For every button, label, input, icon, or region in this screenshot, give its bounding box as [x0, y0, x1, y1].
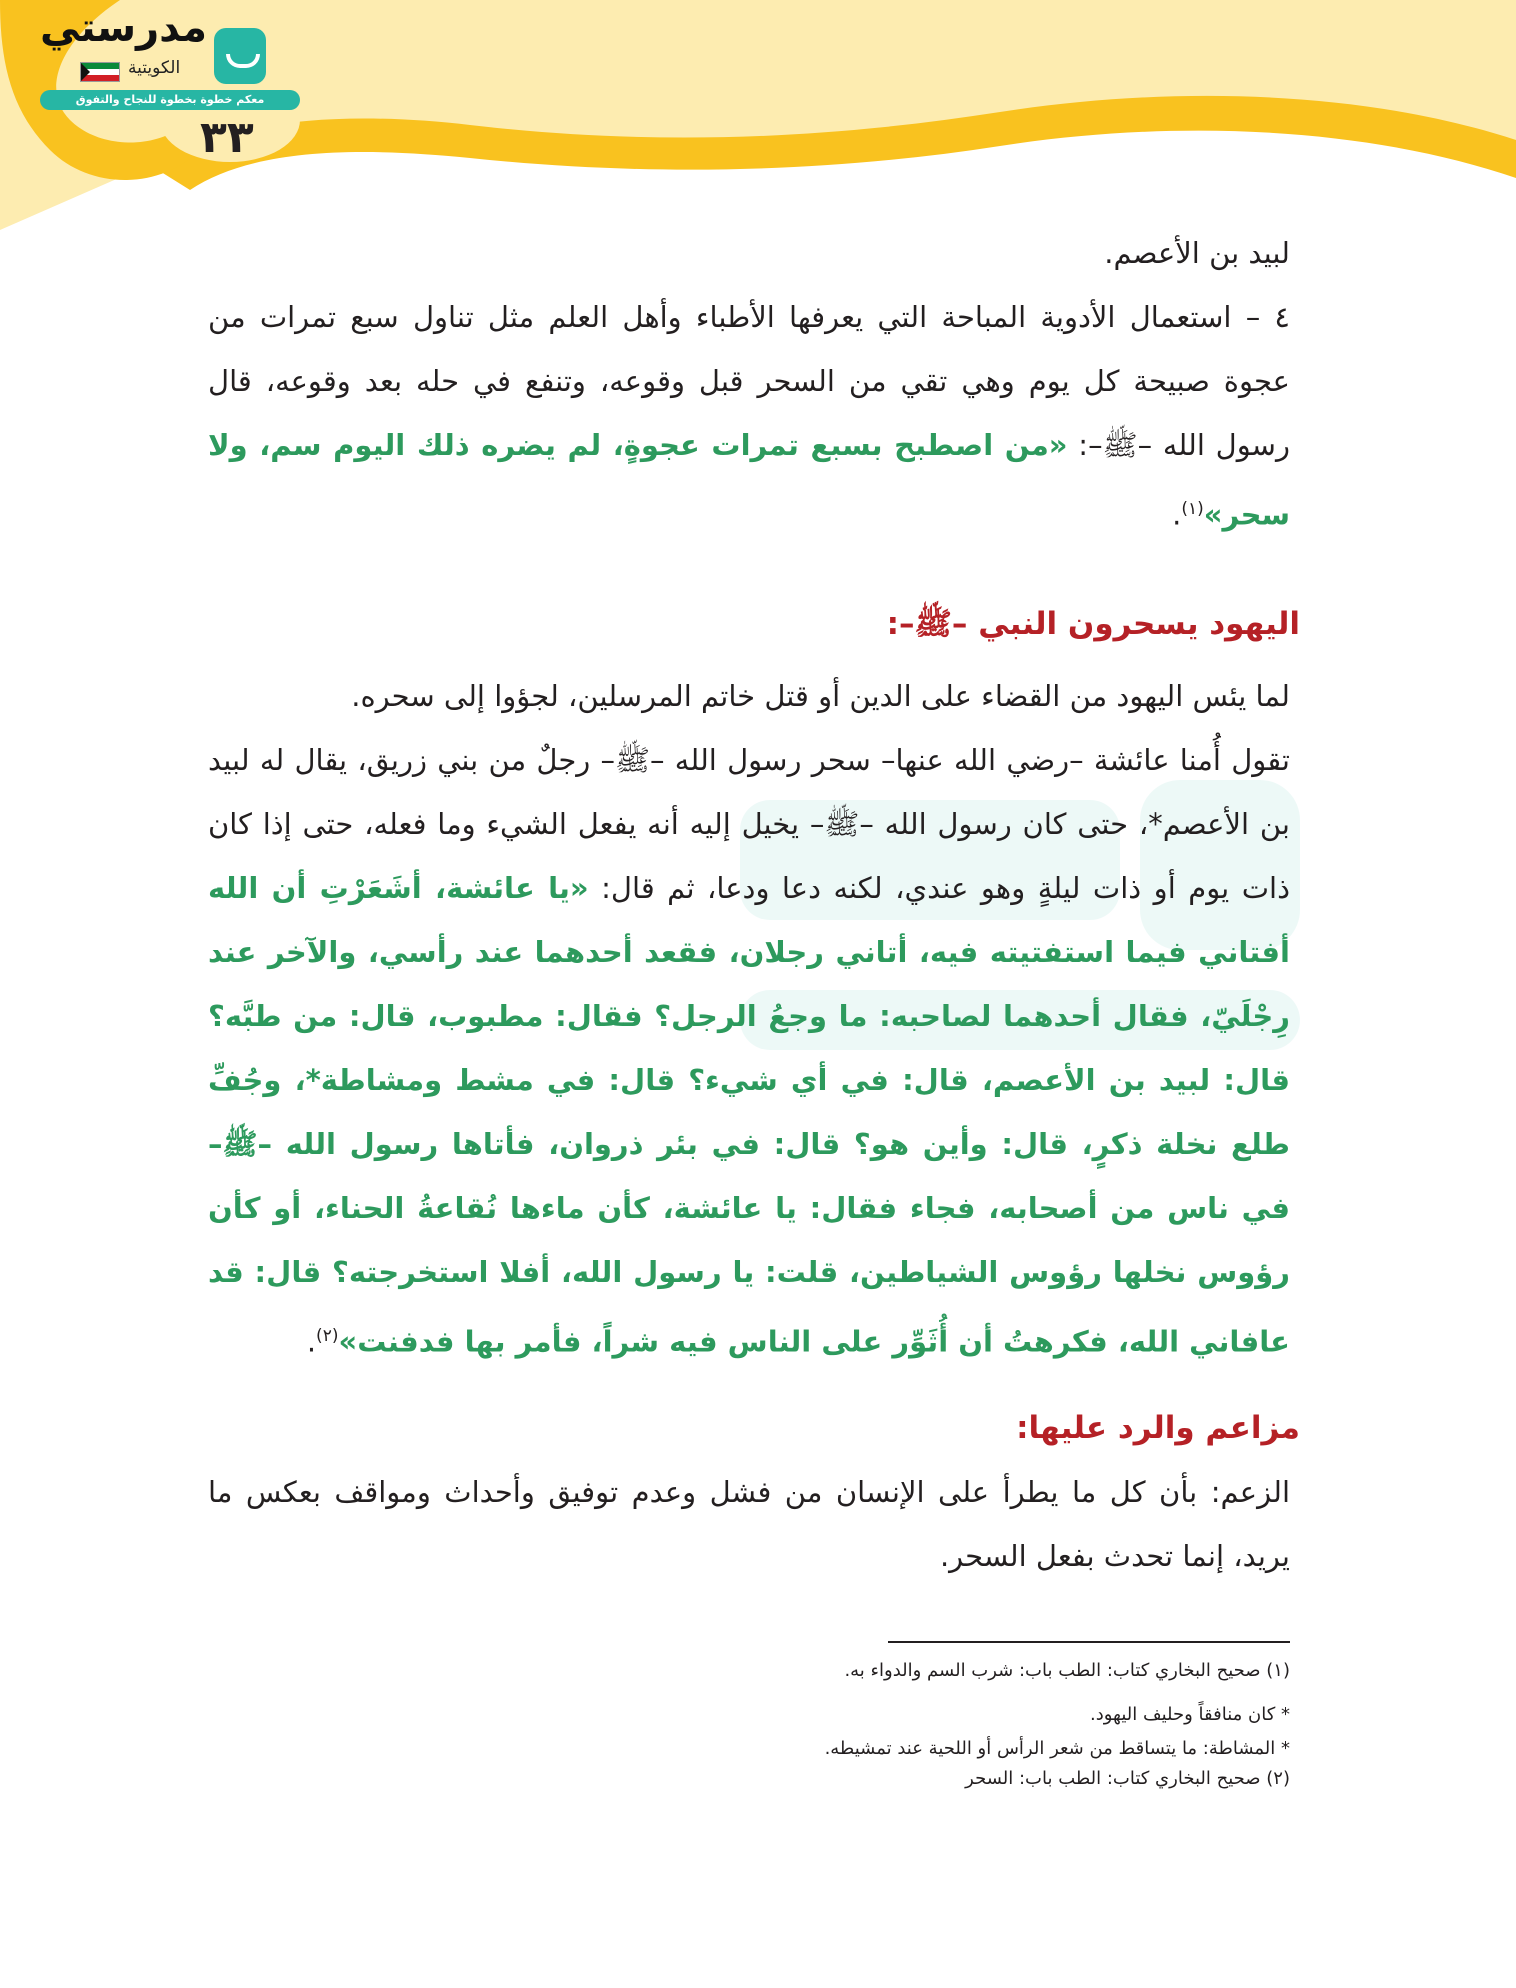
narration-paragraph: تقول أُمنا عائشة –رضي الله عنها– سحر رسول الله –ﷺ– رجلٌ من بني زريق، يقال له لبيد بن الأعصم*، حتى كان رسول الله –ﷺ– يخيل إليه أنه يفعل الشيء وما فعله، حتى إذا كان ذات يوم أو ذات ليلةٍ وهو عندي، لكنه دعا ودعا، ثم قال: «يا عائشة، أشَعَرْتِ أن الله أفتاني فيما استفتيته فيه، أتاني رجلان، فقعد أحدهما عند رأسي، والآخر عند رِجْلَيّ، فقال أحدهما لصاحبه: ما وجعُ الرجل؟ فقال: مطبوب، قال: من طبَّه؟ قال: لبيد بن الأعصم، قال: في أي شيء؟ قال: في مشط ومشاطة*، وجُفِّ طلع نخلة ذكرٍ، قال: وأين هو؟ قال: في بئر ذروان، فأتاها رسول الله –ﷺ– في ناس من أصحابه، فجاء فقال: يا عائشة، كأن ماءها نُقاعةُ الحناء، أو كأن رؤوس نخلها رؤوس الشياطين، قلت: يا رسول الله، أفلا استخرجته؟ قال: قد عافاني الله، فكرهتُ أن أُثَوِّر على الناس فيه شراً، فأمر بها فدفنت»$^{(٢)}$. [208, 743, 1291, 1359]
section-heading-jews: اليهود يسحرون النبي –ﷺ–: [886, 606, 1300, 642]
logo-mark-icon [214, 28, 266, 84]
footnote-ref-1: (١) [1181, 499, 1204, 519]
footnote-1: (١) صحيح البخاري كتاب: الطب باب: شرب السم والدواء به. [844, 1660, 1290, 1681]
item-4-text: ٤ – استعمال الأدوية المباحة التي يعرفها الأطباء وأهل العلم مثل تناول سبع تمرات من عجوة صبيحة كل يوم وهي تقي من السحر قبل وقوعه، وتنفع في حله بعد وقوعه، قال رسول الله –ﷺ–: [208, 300, 1290, 462]
item-4-quote: «من اصطبح بسبع تمرات عجوةٍ، لم يضره ذلك اليوم سم، ولا سحر» [208, 428, 1290, 532]
section-heading-claims: مزاعم والرد عليها: [1016, 1410, 1300, 1446]
footnote-divider [888, 1641, 1290, 1643]
continuation-line: لبيد بن الأعصم. [1104, 236, 1290, 270]
footnote-star-1: * كان منافقاً وحليف اليهود. [1089, 1704, 1290, 1725]
intro-paragraph: لما يئس اليهود من القضاء على الدين أو قتل خاتم المرسلين، لجؤوا إلى سحره. [351, 679, 1290, 713]
logo-tagline: معكم خطوة بخطوة للنجاح والتفوق [40, 90, 300, 110]
footnote-star-2: * المشاطة: ما يتساقط من شعر الرأس أو اللحية عند تمشيطه. [824, 1738, 1290, 1759]
logo-subtitle: الكويتية [128, 58, 181, 78]
hadith-quote: «يا عائشة، أشَعَرْتِ أن الله أفتاني فيما استفتيته فيه، أتاني رجلان، فقعد أحدهما عند رأسي، والآخر عند رِجْلَيّ، فقال أحدهما لصاحبه: ما وجعُ الرجل؟ فقال: مطبوب، قال: من طبَّه؟ قال: لبيد بن الأعصم، قال: في أي شيء؟ قال: في مشط ومشاطة*، وجُفِّ طلع نخلة ذكرٍ، قال: وأين هو؟ قال: في بئر ذروان، فأتاها رسول الله –ﷺ– في ناس من أصحابه، فجاء فقال: يا عائشة، كأن ماءها نُقاعةُ الحناء، أو كأن رؤوس نخلها رؤوس الشياطين، قلت: يا رسول الله، أفلا استخرجته؟ قال: قد عافاني الله، فكرهتُ أن أُثَوِّر على الناس فيه شراً، فأمر بها فدفنت» [208, 871, 1290, 1359]
claim-paragraph: الزعم: بأن كل ما يطرأ على الإنسان من فشل وعدم توفيق وأحداث ومواقف بعكس ما يريد، إنما تحدث بفعل السحر. [208, 1475, 1290, 1573]
item-4-paragraph: ٤ – استعمال الأدوية المباحة التي يعرفها الأطباء وأهل العلم مثل تناول سبع تمرات من عجوة صبيحة كل يوم وهي تقي من السحر قبل وقوعه، وتنفع في حله بعد وقوعه، قال رسول الله –ﷺ–: «من اصطبح بسبع تمرات عجوةٍ، لم يضره ذلك اليوم سم، ولا سحر»$^{(١)}$. [208, 300, 1290, 532]
kuwait-flag-icon [80, 62, 120, 82]
narration-text: تقول أُمنا عائشة –رضي الله عنها– سحر رسول الله –ﷺ– رجلٌ من بني زريق، يقال له لبيد بن الأعصم*، حتى كان رسول الله –ﷺ– يخيل إليه أنه يفعل الشيء وما فعله، حتى إذا كان ذات يوم أو ذات ليلةٍ وهو عندي، لكنه دعا ودعا، ثم قال: [208, 743, 1291, 905]
footnote-ref-2: (٢) [316, 1326, 339, 1346]
footnote-2: (٢) صحيح البخاري كتاب: الطب باب: السحر [965, 1768, 1290, 1789]
logo-title: مدرستي [40, 5, 208, 51]
page-number: ٣٣ [200, 112, 254, 163]
